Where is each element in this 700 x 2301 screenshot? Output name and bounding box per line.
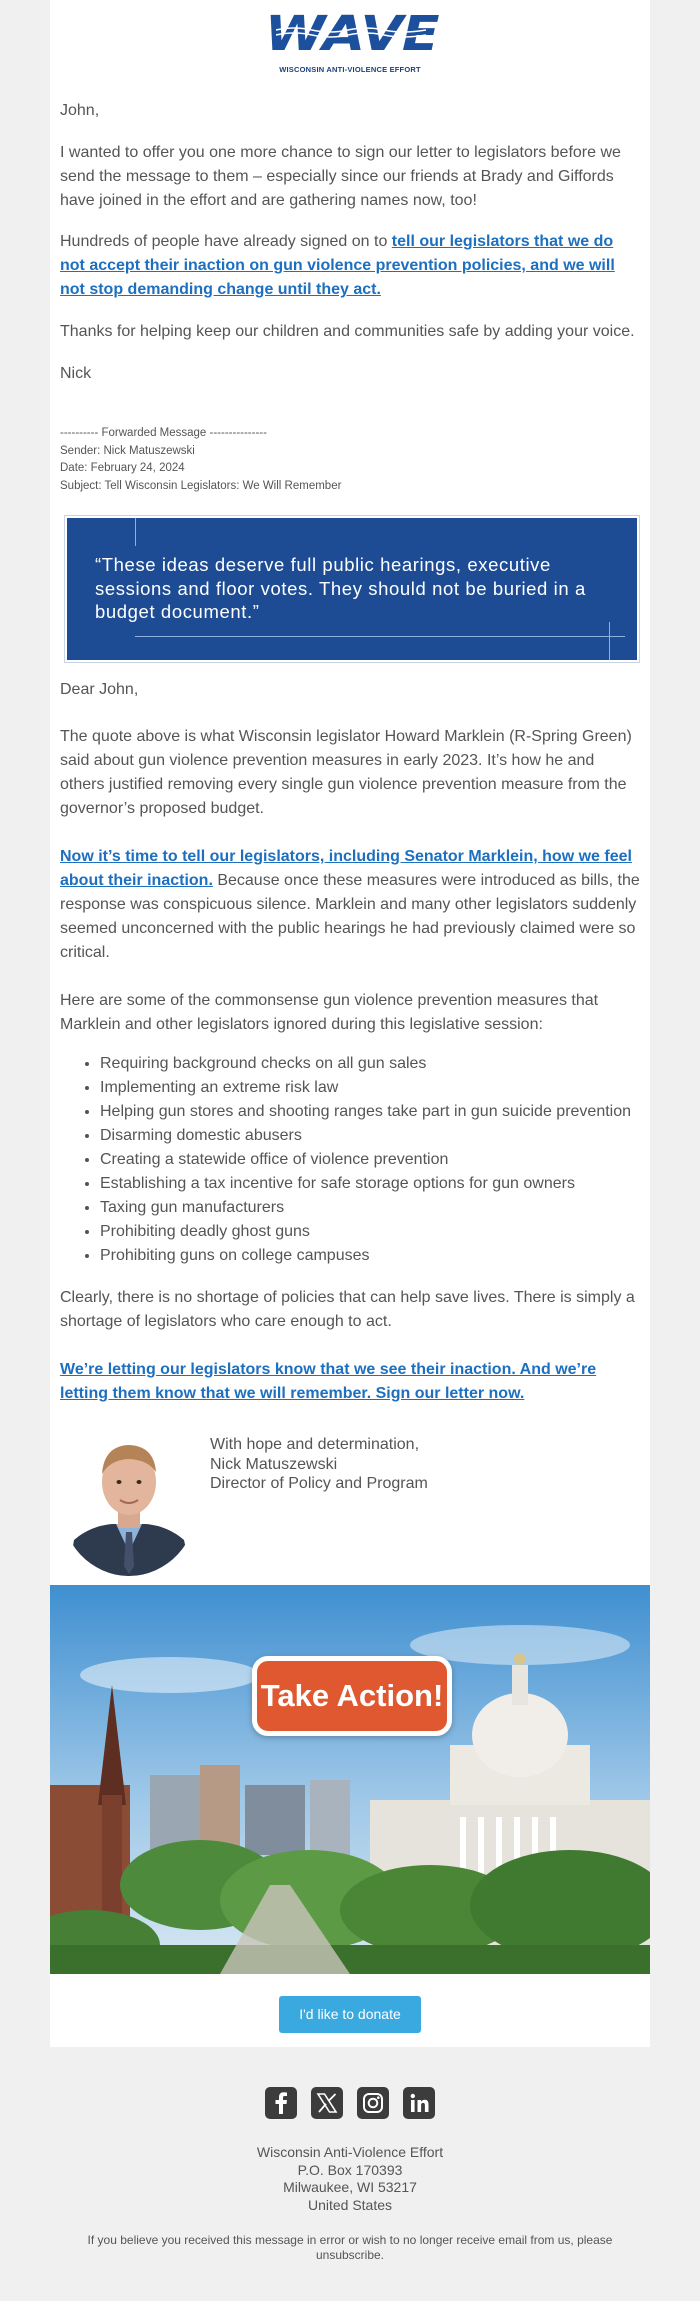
footer-po: P.O. Box 170393: [297, 2161, 403, 2178]
list-item: • Disarming domestic abusers: [100, 1124, 680, 1148]
thanks-paragraph: Thanks for helping keep our children and communities safe by adding your voice.: [60, 323, 635, 340]
forwarded-date: Date: February 24, 2024: [60, 462, 185, 474]
intro-paragraph: I wanted to offer you one more chance to sign our letter to legislators before we send the message to them – especially since our friends at Brady and Giffords have joined in the effort and are gathering names now, too!: [60, 144, 621, 209]
madison-skyline-image: [50, 1585, 650, 1974]
avatar: [60, 1428, 198, 1576]
footer-country: United States: [307, 2196, 393, 2213]
list-item: • Implementing an extreme risk law: [100, 1076, 680, 1100]
signoff-name: Nick Matuszewski: [210, 1455, 338, 1473]
letter-paragraph-3: Here are some of the commonsense gun violence prevention measures that Marklein and other legislators ignored during this legislative session:: [60, 992, 599, 1033]
letter-paragraph-2: [60, 845, 640, 965]
hero-image: [50, 1585, 650, 1974]
forwarded-subject: Subject: Tell Wisconsin Legislators: We Will Remember: [60, 479, 342, 492]
letter-paragraph-2-text: Because once these measures were introduced as bills, the response was conspicuous silence. Marklein and many other legislators suddenly seemed unconcerned with the public hearings he had previously claimed were so critical.: [60, 872, 640, 961]
logo-wordmark: WAVE: [264, 6, 439, 62]
forwarded-divider: ---------- Forwarded Message ---------------: [60, 427, 267, 439]
signed-paragraph: [60, 230, 640, 302]
footer-org: Wisconsin Anti-Violence Effort: [256, 2144, 444, 2160]
signed-text: Hundreds of people have already signed on to: [60, 233, 392, 250]
facebook-icon[interactable]: [265, 2087, 297, 2119]
linkedin-icon[interactable]: [403, 2087, 435, 2119]
list-item: • Taxing gun manufacturers: [100, 1196, 680, 1220]
quote-text: “These ideas deserve full public hearings, executive sessions and floor votes. They should not be buried in a budget document.”: [95, 554, 586, 622]
take-action-button[interactable]: Take Action!: [252, 1656, 452, 1736]
list-item: • Requiring background checks on all gun sales: [100, 1052, 680, 1076]
quote-box: [65, 516, 639, 662]
logo-wave-lines: [276, 26, 426, 40]
unsubscribe-note[interactable]: If you believe you received this message in error or wish to no longer receive email from us, please unsubscribe.: [87, 2233, 613, 2262]
list-item: • Prohibiting deadly ghost guns: [100, 1220, 680, 1244]
measures-list: [60, 1052, 680, 1268]
quote-deco-line: [609, 622, 610, 660]
signoff: [210, 1435, 630, 1494]
signoff-line: With hope and determination,: [210, 1436, 420, 1453]
footer-address: [0, 2144, 700, 2214]
signoff-title: Director of Policy and Program: [210, 1475, 428, 1492]
greeting: John,: [60, 102, 100, 119]
list-item: • Helping gun stores and shooting ranges take part in gun suicide prevention: [100, 1100, 680, 1124]
quote-deco-line: [135, 518, 136, 546]
wave-logo[interactable]: [50, 6, 650, 78]
x-icon[interactable]: [311, 2087, 343, 2119]
footer-city: Milwaukee, WI 53217: [283, 2179, 417, 2195]
quote-deco-line: [135, 636, 625, 637]
cta-paragraph: [60, 1358, 640, 1406]
letter-link[interactable]: tell our legislators that we do not accept their inaction on gun violence prevention policies, and we will not stop demanding change until they act.: [60, 233, 615, 298]
forwarded-header: [60, 425, 640, 495]
signer-name: Nick: [60, 365, 92, 382]
sign-letter-link[interactable]: We’re letting our legislators know that we see their inaction. And we’re letting them know that we will remember. Sign our letter now.: [60, 1361, 597, 1402]
letter-paragraph-1: The quote above is what Wisconsin legislator Howard Marklein (R-Spring Green) said about gun violence prevention measures in early 2023. It’s how he and others justified removing every single gun violence prevention measure from the governor’s proposed budget.: [60, 728, 632, 817]
list-item: • Prohibiting guns on college campuses: [100, 1244, 680, 1268]
tell-legislators-link[interactable]: Now it’s time to tell our legislators, including Senator Marklein, how we feel about their inaction.: [60, 848, 632, 889]
forwarded-sender: Sender: Nick Matuszewski: [60, 444, 195, 457]
list-item: • Creating a statewide office of violence prevention: [100, 1148, 680, 1172]
letter-greeting: Dear John,: [60, 681, 139, 698]
list-item: • Establishing a tax incentive for safe storage options for gun owners: [100, 1172, 680, 1196]
letter-paragraph-4: Clearly, there is no shortage of policies that can help save lives. There is simply a shortage of legislators who care enough to act.: [60, 1289, 635, 1330]
donate-button[interactable]: I'd like to donate: [279, 1996, 421, 2033]
logo-subtitle: WISCONSIN ANTI-VIOLENCE EFFORT: [279, 65, 421, 74]
email-card: [50, 0, 650, 2047]
instagram-icon[interactable]: [357, 2087, 389, 2119]
